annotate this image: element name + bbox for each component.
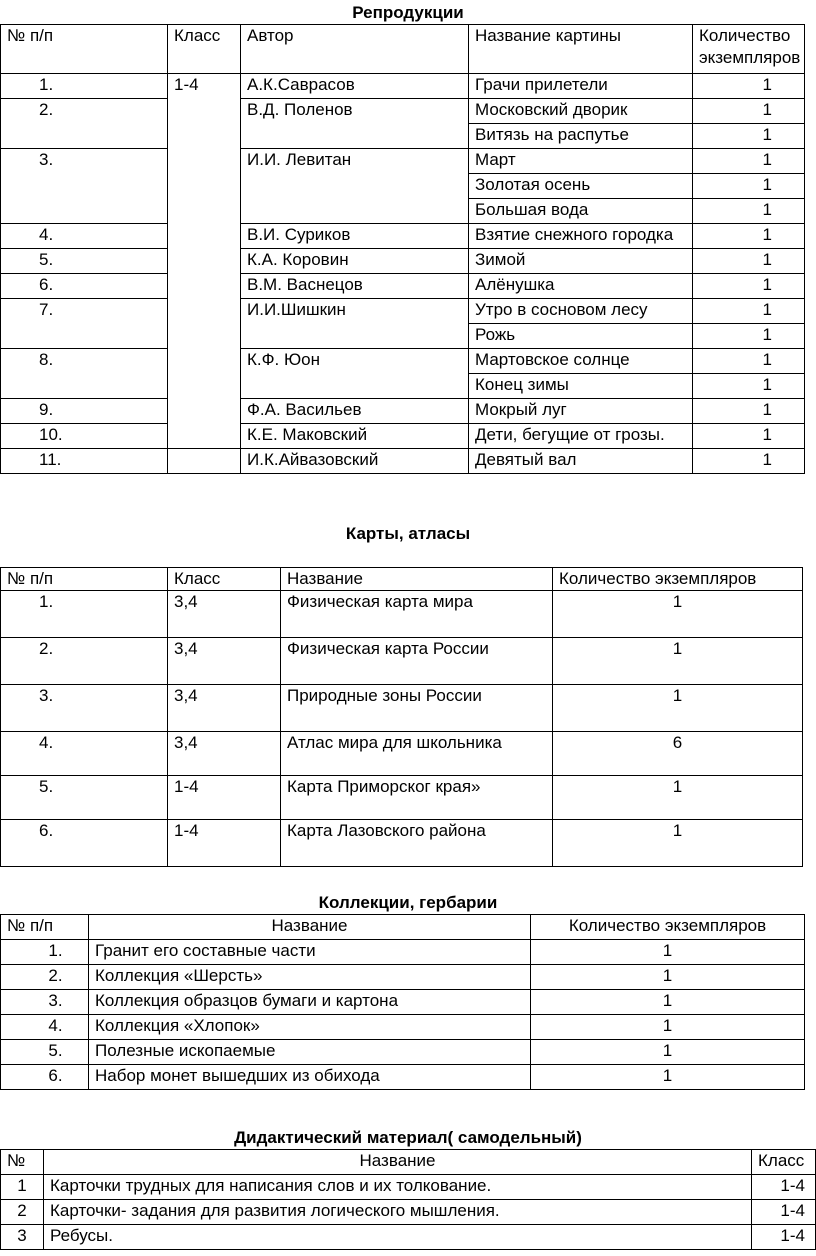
row-number: 9. (1, 399, 168, 424)
row-number: 11. (1, 449, 168, 474)
quantity-cell: 1 (693, 149, 805, 174)
table-row (1, 591, 803, 638)
class-cell: 1-4 (168, 776, 281, 820)
table-row (1, 1015, 805, 1040)
maps-header-row (1, 568, 803, 591)
row-number: 2 (1, 1200, 44, 1225)
header-painting-name: Название картины (469, 25, 693, 74)
row-number: 10. (1, 424, 168, 449)
painting-name-cell: Март (469, 149, 693, 174)
name-cell: Набор монет вышедших из обихода (89, 1065, 531, 1090)
painting-name-cell: Московский дворик (469, 99, 693, 124)
painting-name-cell: Золотая осень (469, 174, 693, 199)
table-row (1, 449, 805, 474)
quantity-cell: 1 (693, 324, 805, 349)
table-row (1, 685, 803, 732)
name-cell: Гранит его составные части (89, 940, 531, 965)
quantity-cell: 1 (693, 299, 805, 324)
collections-table (0, 914, 805, 1090)
row-number: 1 (1, 1175, 44, 1200)
class-cell: 1-4 (168, 820, 281, 867)
quantity-cell: 6 (553, 732, 803, 776)
header-author: Автор (241, 25, 469, 74)
table-row (1, 424, 805, 449)
name-cell: Коллекция «Хлопок» (89, 1015, 531, 1040)
row-number: 3 (1, 1225, 44, 1250)
quantity-cell: 1 (693, 74, 805, 99)
author-cell: В.И. Суриков (241, 224, 469, 249)
name-cell: Атлас мира для школьника (281, 732, 553, 776)
class-cell: 1-4 (752, 1200, 816, 1225)
quantity-cell: 1 (531, 1015, 805, 1040)
class-cell: 3,4 (168, 685, 281, 732)
header-quantity: Количество экземпляров (553, 568, 803, 591)
painting-name-cell: Дети, бегущие от грозы. (469, 424, 693, 449)
row-number: 5. (1, 249, 168, 274)
quantity-cell: 1 (693, 349, 805, 374)
table-row (1, 638, 803, 685)
quantity-cell: 1 (693, 449, 805, 474)
header-class: Класс (168, 25, 241, 74)
quantity-cell: 1 (553, 685, 803, 732)
table-row (1, 299, 805, 324)
quantity-cell: 1 (553, 820, 803, 867)
row-number: 4. (1, 732, 168, 776)
didactic-header-row (1, 1150, 816, 1175)
painting-name-cell: Девятый вал (469, 449, 693, 474)
row-number: 6. (1, 820, 168, 867)
author-cell: К.Е. Маковский (241, 424, 469, 449)
name-cell: Карточки трудных для написания слов и их толкование. (44, 1175, 752, 1200)
name-cell: Природные зоны России (281, 685, 553, 732)
table-row (1, 399, 805, 424)
author-cell: К.А. Коровин (241, 249, 469, 274)
header-quantity: Количество экземпляров (693, 25, 805, 74)
row-number: 1. (1, 591, 168, 638)
name-cell: Коллекция «Шерсть» (89, 965, 531, 990)
header-class: Класс (168, 568, 281, 591)
maps-table (0, 567, 803, 867)
painting-name-cell: Взятие снежного городка (469, 224, 693, 249)
table-row (1, 149, 805, 174)
quantity-cell: 1 (531, 965, 805, 990)
name-cell: Карта Приморског края» (281, 776, 553, 820)
header-name: Название (44, 1150, 752, 1175)
class-cell: 1-4 (168, 74, 241, 449)
author-cell: К.Ф. Юон (241, 349, 469, 399)
didactic-table (0, 1149, 816, 1250)
author-cell: Ф.А. Васильев (241, 399, 469, 424)
row-number: 5. (1, 1040, 89, 1065)
name-cell: Карточки- задания для развития логического мышления. (44, 1200, 752, 1225)
class-cell-empty (168, 449, 241, 474)
row-number: 4. (1, 1015, 89, 1040)
row-number: 3. (1, 149, 168, 224)
class-cell: 1-4 (752, 1225, 816, 1250)
quantity-cell: 1 (531, 1065, 805, 1090)
name-cell: Коллекция образцов бумаги и картона (89, 990, 531, 1015)
name-cell: Физическая карта мира (281, 591, 553, 638)
quantity-cell: 1 (553, 591, 803, 638)
quantity-cell: 1 (531, 1040, 805, 1065)
table-row (1, 99, 805, 124)
name-cell: Карта Лазовского района (281, 820, 553, 867)
painting-name-cell: Грачи прилетели (469, 74, 693, 99)
quantity-cell: 1 (531, 990, 805, 1015)
header-number: № п/п (1, 25, 168, 74)
painting-name-cell: Мокрый луг (469, 399, 693, 424)
quantity-cell: 1 (693, 249, 805, 274)
reproductions-title: Репродукции (352, 3, 464, 22)
author-cell: И.И.Шишкин (241, 299, 469, 349)
reproductions-table (0, 24, 805, 474)
name-cell: Физическая карта России (281, 638, 553, 685)
didactic-title: Дидактический материал( самодельный) (234, 1128, 582, 1147)
row-number: 4. (1, 224, 168, 249)
header-number: № п/п (1, 915, 89, 940)
class-cell: 1-4 (752, 1175, 816, 1200)
header-name: Название (281, 568, 553, 591)
author-cell: И.И. Левитан (241, 149, 469, 224)
class-cell: 3,4 (168, 638, 281, 685)
row-number: 2. (1, 638, 168, 685)
row-number: 2. (1, 965, 89, 990)
table-row (1, 349, 805, 374)
table-row (1, 1040, 805, 1065)
quantity-cell: 1 (693, 424, 805, 449)
row-number: 5. (1, 776, 168, 820)
quantity-cell: 1 (693, 399, 805, 424)
table-row (1, 274, 805, 299)
table-row (1, 940, 805, 965)
header-number: № (1, 1150, 44, 1175)
collections-header-row (1, 915, 805, 940)
painting-name-cell: Мартовское солнце (469, 349, 693, 374)
painting-name-cell: Алёнушка (469, 274, 693, 299)
name-cell: Полезные ископаемые (89, 1040, 531, 1065)
header-quantity: Количество экземпляров (531, 915, 805, 940)
painting-name-cell: Утро в сосновом лесу (469, 299, 693, 324)
table-row (1, 1225, 816, 1250)
table-row (1, 965, 805, 990)
table-row (1, 990, 805, 1015)
reproductions-header-row (1, 25, 805, 74)
row-number: 6. (1, 1065, 89, 1090)
collections-title: Коллекции, гербарии (318, 893, 498, 912)
quantity-cell: 1 (693, 124, 805, 149)
quantity-cell: 1 (693, 274, 805, 299)
quantity-cell: 1 (531, 940, 805, 965)
table-row (1, 1065, 805, 1090)
row-number: 2. (1, 99, 168, 149)
table-row (1, 732, 803, 776)
quantity-cell: 1 (693, 224, 805, 249)
row-number: 7. (1, 299, 168, 349)
table-row (1, 224, 805, 249)
row-number: 1. (1, 74, 168, 99)
header-name: Название (89, 915, 531, 940)
quantity-cell: 1 (693, 374, 805, 399)
row-number: 6. (1, 274, 168, 299)
quantity-cell: 1 (693, 174, 805, 199)
name-cell: Ребусы. (44, 1225, 752, 1250)
class-cell: 3,4 (168, 732, 281, 776)
painting-name-cell: Конец зимы (469, 374, 693, 399)
header-number: № п/п (1, 568, 168, 591)
maps-title: Карты, атласы (345, 524, 471, 543)
author-cell: А.К.Саврасов (241, 74, 469, 99)
author-cell: В.М. Васнецов (241, 274, 469, 299)
quantity-cell: 1 (553, 776, 803, 820)
author-cell: В.Д. Поленов (241, 99, 469, 149)
header-class: Класс (752, 1150, 816, 1175)
quantity-cell: 1 (693, 99, 805, 124)
painting-name-cell: Большая вода (469, 199, 693, 224)
row-number: 3. (1, 685, 168, 732)
table-row (1, 249, 805, 274)
author-cell: И.К.Айвазовский (241, 449, 469, 474)
quantity-cell: 1 (553, 638, 803, 685)
class-cell: 3,4 (168, 591, 281, 638)
table-row (1, 74, 805, 99)
row-number: 1. (1, 940, 89, 965)
painting-name-cell: Рожь (469, 324, 693, 349)
table-row (1, 820, 803, 867)
row-number: 3. (1, 990, 89, 1015)
quantity-cell: 1 (693, 199, 805, 224)
table-row (1, 776, 803, 820)
painting-name-cell: Витязь на распутье (469, 124, 693, 149)
painting-name-cell: Зимой (469, 249, 693, 274)
row-number: 8. (1, 349, 168, 399)
table-row (1, 1175, 816, 1200)
table-row (1, 1200, 816, 1225)
